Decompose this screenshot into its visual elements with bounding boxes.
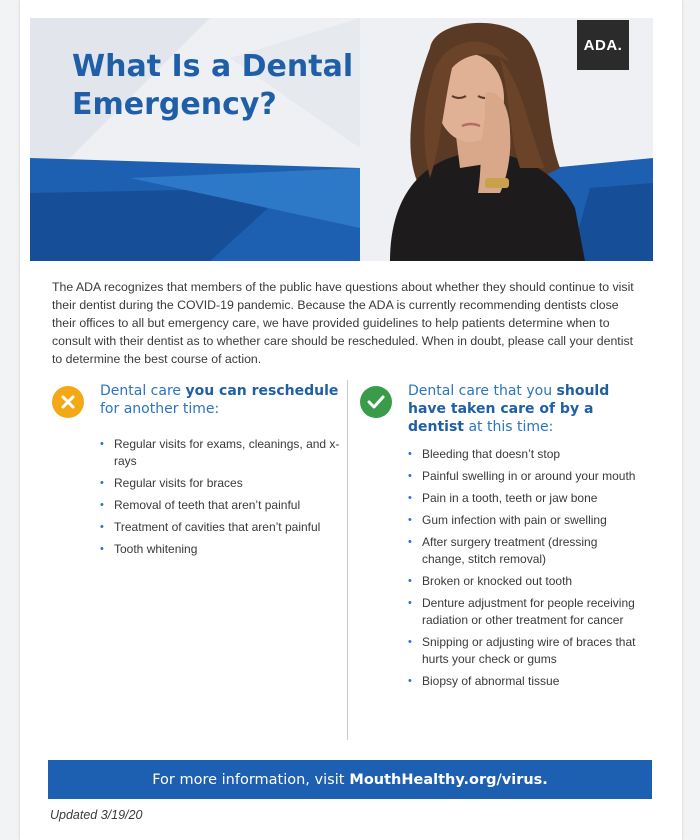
list-item: • Bleeding that doesn’t stop [408, 446, 640, 463]
list-item: • Treatment of cavities that aren’t painful [100, 519, 342, 536]
footer-link[interactable]: MouthHealthy.org/virus. [349, 771, 548, 788]
list-item: • Denture adjustment for people receiving radiation or other treatment for cancer [408, 595, 640, 629]
reschedule-heading [100, 382, 342, 418]
emergency-list [360, 446, 640, 690]
reschedule-heading-post: for another time: [100, 401, 220, 417]
footer-lead: For more information, visit [152, 771, 345, 788]
list-item: • Snipping or adjusting wire of braces that hurts your check or gums [408, 634, 640, 668]
reschedule-heading-bold: you can reschedule [185, 383, 339, 399]
emergency-heading-post: at this time: [464, 419, 554, 435]
list-item: • Removal of teeth that aren’t painful [100, 497, 342, 514]
list-item: • After surgery treatment (dressing change, stitch removal) [408, 534, 640, 568]
list-item: • Biopsy of abnormal tissue [408, 673, 640, 690]
list-item: • Pain in a tooth, teeth or jaw bone [408, 490, 640, 507]
reschedule-list [52, 436, 342, 558]
list-item: • Painful swelling in or around your mouth [408, 468, 640, 485]
list-item: • Tooth whitening [100, 541, 342, 558]
emergency-heading-pre: Dental care that you [408, 383, 557, 399]
ada-logo-text: ADA. [583, 36, 623, 54]
checkmark-icon [360, 386, 392, 418]
page-title [72, 48, 372, 124]
reschedule-heading-block [52, 382, 342, 426]
intro-paragraph: The ADA recognizes that members of the public have questions about whether they should continue to visit their dentist during the COVID-19 pandemic. Because the ADA is currently recommending dentists close their offices to all but emergency care, we have provided guidelines to help patients determine when to consult with their dentist as to whether care should be rescheduled. When in doubt, please call your dentist to determine the best course of action. [52, 280, 634, 366]
emergency-column [360, 382, 640, 695]
title-line-2: Emergency? [72, 87, 277, 122]
emergency-heading-block [360, 382, 640, 436]
emergency-heading-bold: should have taken care of by a dentist [408, 383, 610, 435]
updated-date: Updated 3/19/20 [50, 808, 143, 822]
ada-logo [577, 20, 629, 70]
list-item: • Broken or knocked out tooth [408, 573, 640, 590]
list-item: • Regular visits for braces [100, 475, 342, 492]
header-banner [30, 18, 653, 261]
reschedule-heading-pre: Dental care [100, 383, 186, 399]
column-divider [347, 380, 348, 740]
reschedule-column [52, 382, 342, 563]
x-icon [52, 386, 84, 418]
footer-bar [48, 760, 652, 799]
title-line-1: What Is a Dental [72, 49, 354, 84]
emergency-heading [408, 382, 640, 436]
list-item: • Gum infection with pain or swelling [408, 512, 640, 529]
woman-photo [360, 18, 590, 261]
list-item: • Regular visits for exams, cleanings, and x-rays [100, 436, 342, 470]
